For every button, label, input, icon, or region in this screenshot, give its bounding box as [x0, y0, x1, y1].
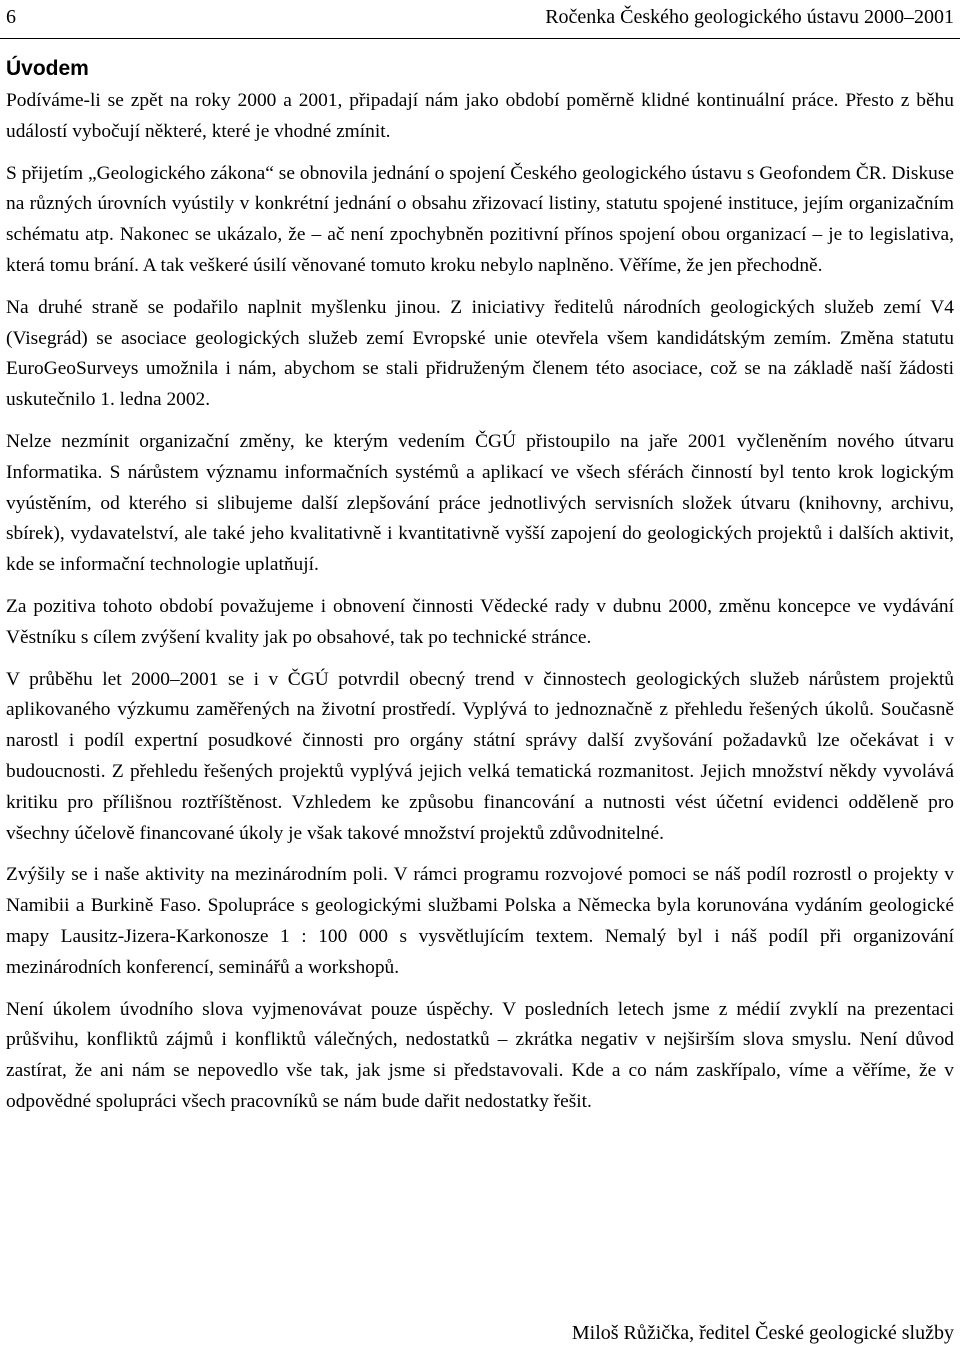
paragraph-7: Zvýšily se i naše aktivity na mezinárodním poli. V rámci programu rozvojové pomoci se náš podíl rozrostl o projekty v Namibii a Burkině Faso. Spolupráce s geologickými službami Polska a Německa byla korunována vydáním geologické mapy Lausitz-Jizera-Karkonosze 1 : 100 000 s vysvětlujícím textem. Nemalý byl i náš podíl při organizování mezinárodních konferencí, seminářů a workshopů. [6, 864, 954, 978]
running-header [6, 3, 954, 31]
paragraph-2: S přijetím „Geologického zákona“ se obnovila jednání o spojení Českého geologického ústavu s Geofondem ČR. Diskuse na různých úrovních vyústily v konkrétní jednání o obsahu zřizovací listiny, statutu spojené instituce, jejím organizačním schématu atp. Nakonec se ukázalo, že – ač není zpochybněn pozitivní přínos spojení obou organizací – je to legislativa, která tomu brání. A tak veškeré úsilí věnované tomuto kroku nebylo naplněno. Věříme, že jen přechodně. [6, 162, 954, 276]
page-number: 6 [6, 6, 16, 28]
signature: Miloš Růžička, ředitel České geologické služby [571, 1322, 954, 1344]
running-title: Ročenka Českého geologického ústavu 2000–2001 [545, 6, 954, 28]
paragraph-8: Není úkolem úvodního slova vyjmenovávat pouze úspěchy. V posledních letech jsme z médií zvyklí na prezentaci průšvihu, konfliktů zájmů i konfliktů válečných, nedostatků – zkrátka negativ v nejširším slova smyslu. Není důvod zastírat, že ani nám se nepovedlo vše tak, jak jsme si představovali. Kde a co nám zaskřípalo, víme a věříme, že v odpovědné spolupráci všech pracovníků se nám bude dařit nedostatky řešit. [6, 998, 954, 1112]
paragraph-1: Podíváme-li se zpět na roky 2000 a 2001, připadají nám jako období poměrně klidné kontinuální práce. Přesto z běhu událostí vybočují některé, které je vhodné zmínit. [6, 90, 954, 142]
section-title: Úvodem [6, 57, 89, 80]
paragraph-4: Nelze nezmínit organizační změny, ke kterým vedením ČGÚ přistoupilo na jaře 2001 vyčleněním nového útvaru Informatika. S nárůstem významu informačních systémů a aplikací ve všech sférách činností byl tento krok logickým vyústěním, od kterého si slibujeme další zlepšování práce jednotlivých servisních složek útvaru (knihovny, archivu, sbírek), vydavatelství, ale také jeho kvalitativně i kvantitativně vyšší zapojení do geologických projektů i dalších aktivit, kde se informační technologie uplatňují. [6, 430, 954, 576]
paragraph-6: V průběhu let 2000–2001 se i v ČGÚ potvrdil obecný trend v činnostech geologických služeb nárůstem projektů aplikovaného výzkumu zaměřených na životní prostředí. Vyplývá to jednoznačně z přehledu řešených úkolů. Současně narostl i podíl expertní posudkové činnosti pro orgány státní správy další zvyšování požadavků lze očekávat i v budoucnosti. Z přehledu řešených projektů vyplývá jejich velká tematická rozmanitost. Jejich množství někdy vyvolává kritiku pro přílišnou roztříštěnost. Vzhledem ke způsobu financování a nutnosti vést účetní evidenci odděleně pro všechny účelově financované úkoly je však takové množství projektů zdůvodnitelné. [6, 668, 954, 844]
header-rule [0, 38, 960, 39]
body-text [6, 86, 954, 1129]
paragraph-5: Za pozitiva tohoto období považujeme i obnovení činnosti Vědecké rady v dubnu 2000, změnu koncepce ve vydávání Věstníku s cílem zvýšení kvality jak po obsahové, tak po technické stránce. [6, 595, 954, 648]
paragraph-3: Na druhé straně se podařilo naplnit myšlenku jinou. Z iniciativy ředitelů národních geologických služeb zemí V4 (Visegrád) se asociace geologických služeb zemí Evropské unie otevřela všem kandidátským zemím. Změna statutu EuroGeoSurveys umožnila i nám, abychom se stali přidruženým členem této asociace, což se na základě naší žádosti uskutečnilo 1. ledna 2002. [6, 296, 954, 411]
